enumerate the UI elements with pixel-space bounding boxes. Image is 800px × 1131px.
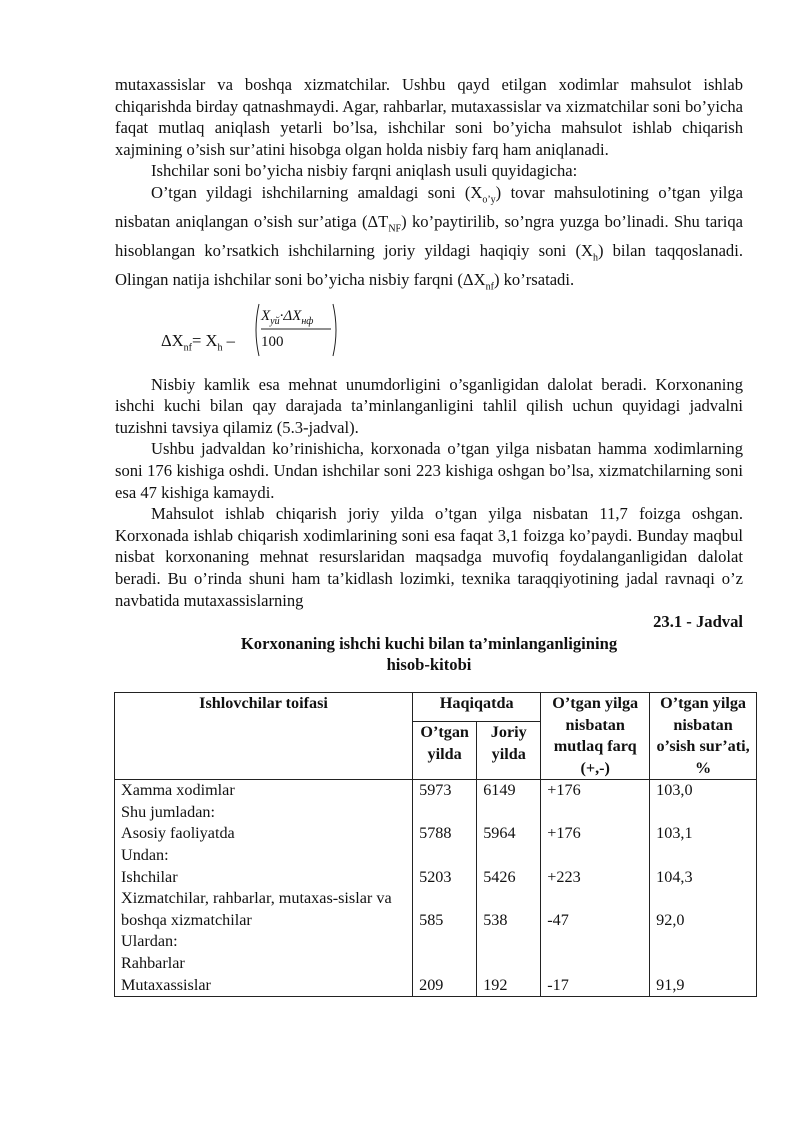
header-growth: O’tgan yilga nisbatan o’sish sur’ati, %: [650, 692, 757, 779]
paragraph-1: mutaxassislar va boshqa xizmatchilar. Ushbu qayd etilgan xodimlar mahsulot ishlab chiqarishda birday qatnashmaydi. Agar, rahbarlar, mutaxassislar va xizmatchilar soni bo’yicha faqat mutlaq aniqlash yetarli bo’lsa, ishchilar soni bo’yicha mahsulot ishlab chiqarish xajmining o’sish sur’atini hisobga olgan holda nisbiy farq ham aniqlanadi.: [115, 75, 743, 159]
header-prev-year: O’tgan yilda: [413, 722, 477, 780]
prev-year-cell: 5973 5788 5203 585 209: [413, 780, 477, 997]
paragraph-5: Ushbu jadvaldan ko’rinishicha, korxonada o’tgan yilga nisbatan hamma xodimlarning soni 176 kishiga oshdi. Undan ishchilar soni 223 kishiga oshgan bo’lsa, xizmatchilarning soni esa 47 kishiga kamaydi.: [115, 439, 743, 502]
formula-denominator: 100: [261, 333, 284, 350]
curr-year-cell: 6149 5964 5426 538 192: [477, 780, 541, 997]
header-curr-year: Joriy yilda: [477, 722, 541, 780]
data-table: [114, 692, 757, 997]
paragraph-4: Nisbiy kamlik esa mehnat unumdorligini o’sganligidan dalolat beradi. Korxonaning ishchi kuchi bilan qay darajada ta’minlanganligini tahlil qilish uchun quyidagi jadvalni tuzishni tavsiya qilamiz (5.3-jadval).: [115, 374, 743, 437]
header-actual: Haqiqatda: [413, 692, 541, 722]
growth-cell: 103,0 103,1 104,3 92,0 91,9: [650, 780, 757, 997]
formula-numerator: $X_{уй}\cdot\Delta X_{нф}$: [261, 307, 314, 327]
formula-lhs: $\Delta X_{nf}= X_h$ –: [161, 330, 235, 353]
abs-diff-cell: +176 +176 +223 -47 -17: [541, 780, 650, 997]
table-body-row: [115, 780, 757, 997]
formula: [115, 302, 743, 368]
paragraph-3: O’tgan yildagi ishchilarning amaldagi soni $(X_{o’y})$ tovar mahsulotining o’tgan yilga nisbatan aniqlangan o’sish sur’atiga $(\Delta T_{NF})$ ko’paytirilib, so’ngra yuzga bo’linadi. Shu tariqa hisoblangan ko’rsatkich ishchilarning joriy yildagi haqiqiy soni $(X_h)$ bilan taqqoslanadi. Olingan natija ishchilar soni bo’yicha nisbiy farqni $(\Delta X_{nf})$ ko’rsatadi.: [115, 182, 743, 292]
body-text: [115, 74, 750, 997]
table-label: 23.1 - Jadval: [653, 612, 743, 632]
header-category: Ishlovchilar toifasi: [115, 692, 413, 779]
table-title: Korxonaning ishchi kuchi bilan ta’minlanganligining hisob-kitobi: [240, 633, 618, 675]
header-abs-diff: O’tgan yilga nisbatan mutlaq farq (+,-): [541, 692, 650, 779]
paragraph-2: Ishchilar soni bo’yicha nisbiy farqni aniqlash usuli quyidagicha:: [151, 161, 578, 181]
category-cell: Xamma xodimlar Shu jumladan: Asosiy faoliyatda Undan: Ishchilar Xizmatchilar, rahbarlar, mutaxas-sislar va boshqa xizmatchilar Ulardan: Rahbarlar Mutaxassislar: [115, 780, 413, 997]
formula-fraction: [253, 302, 339, 360]
paragraph-6: Mahsulot ishlab chiqarish joriy yilda o’tgan yilga nisbatan 11,7 foizga oshgan. Korxonada ishlab chiqarish xodimlarining soni esa faqat 3,1 foizga ko’paydi. Bunday maqbul nisbat korxonaning mehnat resurslaridan maqsadga muvofiq foydalanganligidan dalolat beradi. Bu o’rinda shuni ham ta’kidlash lozimki, texnika taraqqiyotining jadal ravnaqi o’z navbatida mutaxassislarning: [115, 504, 743, 610]
